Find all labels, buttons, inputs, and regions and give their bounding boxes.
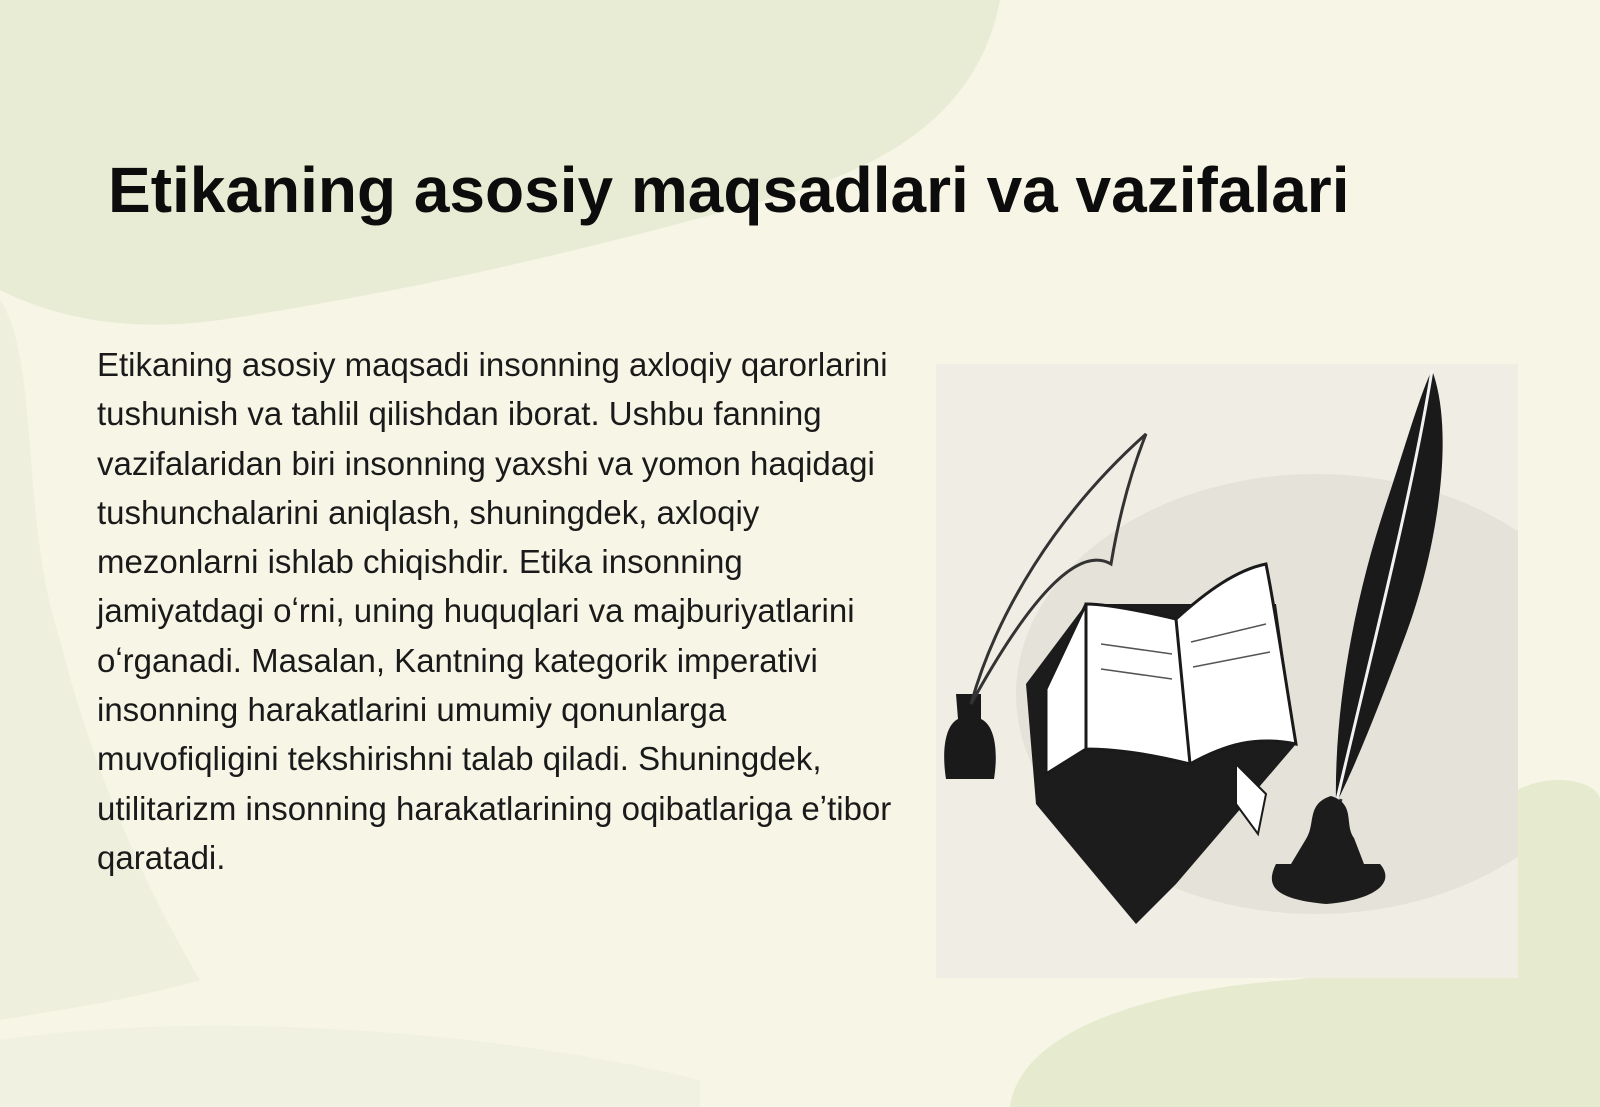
slide-title: Etikaning asosiy maqsadlari va vazifalari: [108, 154, 1350, 226]
quill-book-illustration: [936, 364, 1518, 978]
slide-body-text: Etikaning asosiy maqsadi insonning axloqiy qarorlarini tushunish va tahlil qilishdan iborat. Ushbu fanning vazifalaridan biri insonning yaxshi va yomon haqidagi tushunchalarini aniqlash, shuningdek, axloqiy mezonlarni ishlab chiqishdir. Etika insonning jamiyatdagi oʻrni, uning huquqlari va majburiyatlarini oʻrganadi. Masalan, Kantning kategorik imperativi insonning harakatlarini umumiy qonunlarga muvofiqligini tekshirishni talab qiladi. Shuningdek, utilitarizm insonning harakatlarining oqibatlariga eʼtibor qaratadi.: [97, 346, 892, 876]
